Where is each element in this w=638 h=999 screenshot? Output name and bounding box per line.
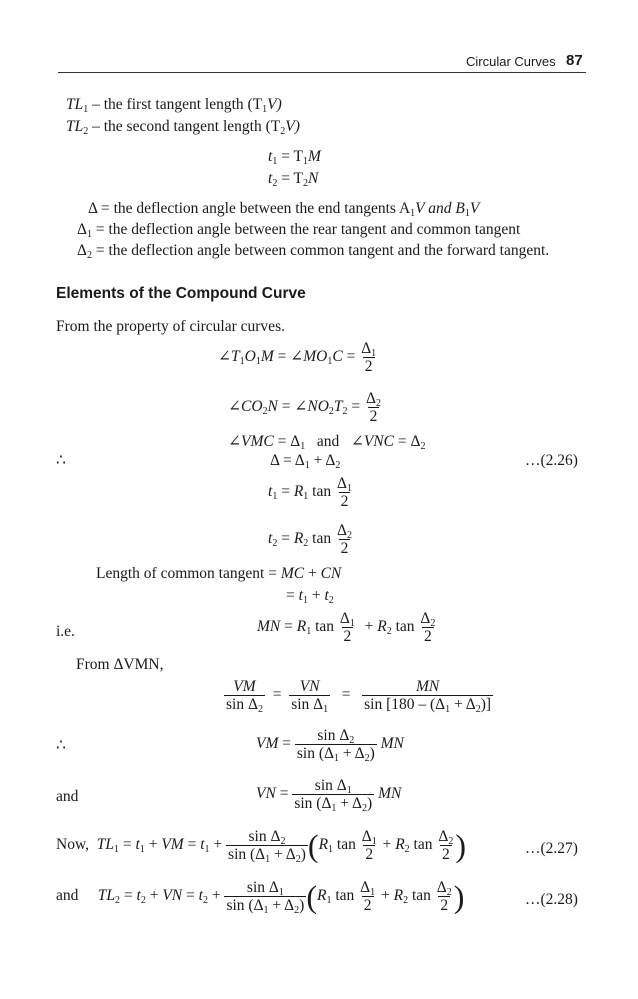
- definition-tl2: $TL_2$ – the second tangent length $(T_2V)$: [66, 118, 300, 137]
- equation-t1: $t_1 = R_1$ tan $\frac{\Delta_1}{2}$: [268, 475, 352, 510]
- equation-angle-vmc: ∠VMC = $\Delta_1$ and ∠VNC = $\Delta_2$: [228, 433, 426, 452]
- header-rule: [58, 72, 586, 73]
- therefore-symbol-1: ∴: [56, 452, 66, 469]
- from-triangle-label: From ΔVMN,: [76, 656, 164, 673]
- tl1-end: V): [267, 96, 282, 113]
- running-title: Circular Curves: [466, 54, 556, 69]
- definition-t2: $t_2 = T_2N$: [268, 170, 319, 189]
- tl2-text: – the second tangent length (T: [92, 118, 281, 135]
- equation-angle-t1o1m: $\angle T_1O_1M$ = $\angle MO_1C$ = $\frac{\Delta_1}{2}$: [218, 340, 377, 375]
- page-number: 87: [566, 52, 583, 69]
- equation-common-tangent: Length of common tangent = MC + CN: [96, 565, 342, 582]
- tl1-symbol: TL: [66, 96, 84, 113]
- tl2-end: V): [285, 118, 300, 135]
- tl2-subscript: 2: [83, 126, 89, 137]
- definition-t1: $t_1 = T_1M$: [268, 148, 321, 167]
- equation-common-tangent-2: = $t_1 + t_2$: [286, 587, 334, 606]
- tl1-subscript: 1: [83, 104, 89, 115]
- equation-vn: VN = $\frac{\sin \Delta_1}{\sin (\Delta_1 + \Delta_2)}$ MN: [256, 777, 402, 814]
- equation-delta-sum: $\Delta = \Delta_1 + \Delta_2$: [270, 452, 341, 471]
- equation-tl1: Now, $TL_1 = t_1$ + VM = $t_1$ + $\frac{\sin \Delta_2}{\sin (\Delta_1 + \Delta_2)}$ ($R_1$ tan $\frac{\Delta_1}{2}$ + $R_2$ tan $\frac{\Delta_2}{2}$ ): [56, 827, 466, 865]
- equation-vm: VM = $\frac{\sin \Delta_2}{\sin (\Delta_1 + \Delta_2)}$ MN: [256, 727, 404, 764]
- equation-tl2: and $TL_2 = t_2$ + VN = $t_2$ + $\frac{\sin \Delta_1}{\sin (\Delta_1 + \Delta_2)}$ ($R_1$ tan $\frac{\Delta_1}{2}$ + $R_2$ tan $\frac{\Delta_2}{2}$ ): [56, 878, 465, 916]
- section-heading: Elements of the Compound Curve: [56, 285, 306, 302]
- now-label: Now,: [56, 836, 90, 854]
- therefore-symbol-2: ∴: [56, 737, 66, 754]
- equation-number-227: …(2.27): [525, 840, 578, 857]
- definition-delta2: $\Delta_2$ = the deflection angle between common tangent and the forward tangent.: [77, 242, 550, 261]
- and-label-2: and: [56, 887, 79, 905]
- tl2-symbol: TL: [66, 118, 84, 135]
- definition-delta: Δ = the deflection angle between the end tangents $A_1V$ and $B_1V$: [88, 200, 480, 219]
- equation-t2: $t_2 = R_2$ tan $\frac{\Delta_2}{2}$: [268, 522, 352, 557]
- definition-delta1: $\Delta_1$ = the deflection angle between the rear tangent and common tangent: [77, 221, 521, 240]
- and-label-1: and: [56, 788, 79, 805]
- equation-sine-rule: $\frac{VM}{\sin \Delta_2}$ = $\frac{VN}{\sin \Delta_1}$ = $\frac{MN}{\sin [180 - (\Delta_1 + \Delta_2)]}$: [226, 678, 492, 715]
- equation-mn: MN = $R_1$ tan $\frac{\Delta_1}{2}$ + $R_2$ tan $\frac{\Delta_2}{2}$: [257, 610, 436, 645]
- section-intro: From the property of circular curves.: [56, 318, 285, 335]
- definition-tl1: $TL_1$ – the first tangent length $(T_1V)$: [66, 96, 282, 115]
- equation-number-228: …(2.28): [525, 891, 578, 908]
- common-tangent-label: Length of common tangent: [96, 565, 265, 582]
- tl1-text: – the first tangent length (T: [92, 96, 263, 113]
- ie-label: i.e.: [56, 623, 75, 640]
- equation-number-226: …(2.26): [525, 452, 578, 469]
- equation-angle-co2n: $\angle CO_2N$ = $\angle NO_2T_2$ = $\frac{\Delta_2}{2}$: [228, 390, 382, 425]
